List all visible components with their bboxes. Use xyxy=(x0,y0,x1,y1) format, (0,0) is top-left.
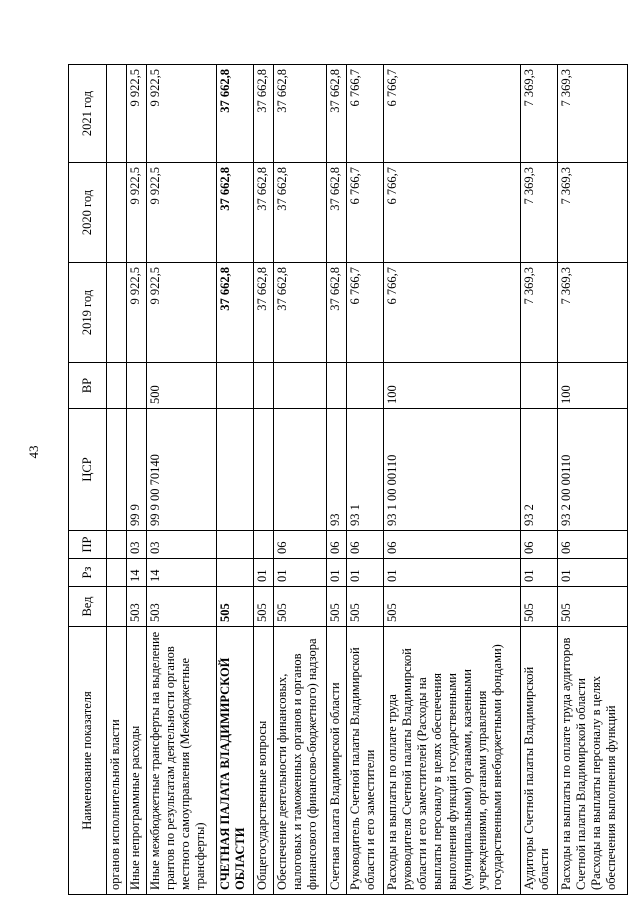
header-ved: Вед xyxy=(69,587,107,627)
cell-pr xyxy=(107,531,127,559)
header-2019: 2019 год xyxy=(69,263,107,363)
cell-y2020: 37 662,8 xyxy=(217,163,254,263)
header-vr: ВР xyxy=(69,363,107,409)
cell-vr xyxy=(127,363,147,409)
cell-y2019: 6 766,7 xyxy=(384,263,521,363)
header-pr: ПР xyxy=(69,531,107,559)
cell-y2020: 7 369,3 xyxy=(521,163,558,263)
cell-y2019: 7 369,3 xyxy=(521,263,558,363)
table-row xyxy=(127,65,147,895)
cell-vr xyxy=(521,363,558,409)
cell-ved: 505 xyxy=(347,587,384,627)
cell-y2021: 6 766,7 xyxy=(384,65,521,163)
cell-rz: 01 xyxy=(347,559,384,587)
cell-ved: 505 xyxy=(384,587,521,627)
cell-ved xyxy=(107,587,127,627)
cell-vr: 100 xyxy=(384,363,521,409)
cell-name: Руководитель Счетной палаты Владимирской области и его заместители xyxy=(347,627,384,895)
cell-y2021: 6 766,7 xyxy=(347,65,384,163)
cell-y2021: 37 662,8 xyxy=(273,65,326,163)
cell-rz: 01 xyxy=(327,559,347,587)
table-row xyxy=(107,65,127,895)
cell-y2020: 9 922,5 xyxy=(147,163,217,263)
cell-name: Расходы на выплаты по оплате труда руководителя Счетной палаты Владимирской области и его заместителей (Расходы на выплаты персоналу в целях обеспечения выполнения функций государственными (муниципальными) органами, казенными учреждениями, органами управления государственными внебюджетными фондами) xyxy=(384,627,521,895)
cell-y2021: 37 662,8 xyxy=(327,65,347,163)
cell-y2021: 7 369,3 xyxy=(557,65,627,163)
cell-rz: 01 xyxy=(521,559,558,587)
cell-rz: 14 xyxy=(147,559,217,587)
cell-pr: 06 xyxy=(347,531,384,559)
cell-csr: 93 2 00 00110 xyxy=(557,409,627,531)
cell-pr xyxy=(217,531,254,559)
cell-vr xyxy=(347,363,384,409)
table-row xyxy=(327,65,347,895)
cell-y2019: 37 662,8 xyxy=(217,263,254,363)
cell-name: органов исполнительной власти xyxy=(107,627,127,895)
cell-ved: 505 xyxy=(327,587,347,627)
cell-pr: 06 xyxy=(557,531,627,559)
cell-pr: 06 xyxy=(384,531,521,559)
cell-ved: 503 xyxy=(127,587,147,627)
table-header-row xyxy=(69,65,107,895)
table-row xyxy=(521,65,558,895)
cell-rz: 14 xyxy=(127,559,147,587)
cell-ved: 505 xyxy=(217,587,254,627)
cell-ved: 505 xyxy=(521,587,558,627)
table-body xyxy=(107,65,628,895)
cell-y2021: 9 922,5 xyxy=(127,65,147,163)
cell-y2020: 6 766,7 xyxy=(347,163,384,263)
page-number: 43 xyxy=(26,445,41,459)
cell-pr: 06 xyxy=(521,531,558,559)
cell-name: СЧЕТНАЯ ПАЛАТА ВЛАДИМИРСКОЙ ОБЛАСТИ xyxy=(217,627,254,895)
cell-csr xyxy=(217,409,254,531)
cell-vr xyxy=(217,363,254,409)
cell-csr xyxy=(273,409,326,531)
cell-y2020: 9 922,5 xyxy=(127,163,147,263)
cell-y2021: 9 922,5 xyxy=(147,65,217,163)
cell-y2020: 7 369,3 xyxy=(557,163,627,263)
cell-y2019: 37 662,8 xyxy=(327,263,347,363)
header-2020: 2020 год xyxy=(69,163,107,263)
cell-rz xyxy=(107,559,127,587)
cell-vr xyxy=(107,363,127,409)
cell-csr xyxy=(253,409,273,531)
cell-rz: 01 xyxy=(273,559,326,587)
cell-csr: 93 xyxy=(327,409,347,531)
header-2021: 2021 год xyxy=(69,65,107,163)
header-rz: Рз xyxy=(69,559,107,587)
table-row xyxy=(253,65,273,895)
cell-ved: 505 xyxy=(273,587,326,627)
cell-csr: 93 1 00 00110 xyxy=(384,409,521,531)
cell-name: Аудиторы Счетной палаты Владимирской области xyxy=(521,627,558,895)
budget-table-container xyxy=(68,65,628,895)
cell-y2020: 37 662,8 xyxy=(273,163,326,263)
cell-rz: 01 xyxy=(253,559,273,587)
cell-y2020: 37 662,8 xyxy=(327,163,347,263)
cell-vr xyxy=(253,363,273,409)
budget-table xyxy=(68,64,628,895)
table-row xyxy=(217,65,254,895)
cell-name: Счетная палата Владимирской области xyxy=(327,627,347,895)
cell-vr xyxy=(273,363,326,409)
cell-vr: 100 xyxy=(557,363,627,409)
cell-pr xyxy=(253,531,273,559)
cell-y2019: 37 662,8 xyxy=(273,263,326,363)
cell-y2020: 37 662,8 xyxy=(253,163,273,263)
cell-csr: 93 2 xyxy=(521,409,558,531)
cell-pr: 06 xyxy=(327,531,347,559)
cell-y2021: 37 662,8 xyxy=(217,65,254,163)
cell-pr: 06 xyxy=(273,531,326,559)
cell-y2021: 7 369,3 xyxy=(521,65,558,163)
cell-y2019: 9 922,5 xyxy=(127,263,147,363)
cell-y2021 xyxy=(107,65,127,163)
cell-y2019 xyxy=(107,263,127,363)
cell-y2020 xyxy=(107,163,127,263)
cell-csr xyxy=(107,409,127,531)
cell-rz: 01 xyxy=(384,559,521,587)
table-row xyxy=(273,65,326,895)
cell-y2021: 37 662,8 xyxy=(253,65,273,163)
cell-csr: 99 9 00 70140 xyxy=(147,409,217,531)
cell-ved: 505 xyxy=(557,587,627,627)
cell-y2019: 9 922,5 xyxy=(147,263,217,363)
cell-rz: 01 xyxy=(557,559,627,587)
cell-pr: 03 xyxy=(147,531,217,559)
table-row xyxy=(384,65,521,895)
cell-name: Обеспечение деятельности финансовых, налоговых и таможенных органов и органов финансового (финансово-бюджетного) надзора xyxy=(273,627,326,895)
cell-csr: 99 9 xyxy=(127,409,147,531)
cell-y2020: 6 766,7 xyxy=(384,163,521,263)
cell-y2019: 37 662,8 xyxy=(253,263,273,363)
cell-pr: 03 xyxy=(127,531,147,559)
cell-csr: 93 1 xyxy=(347,409,384,531)
cell-name: Расходы на выплаты по оплате труда аудиторов Счетной палаты Владимирской области (Расходы на выплаты персоналу в целях обеспечения выполнения функций xyxy=(557,627,627,895)
cell-y2019: 7 369,3 xyxy=(557,263,627,363)
cell-vr: 500 xyxy=(147,363,217,409)
table-row xyxy=(147,65,217,895)
cell-vr xyxy=(327,363,347,409)
table-row xyxy=(347,65,384,895)
cell-name: Общегосударственные вопросы xyxy=(253,627,273,895)
table-row xyxy=(557,65,627,895)
header-name: Наименование показателя xyxy=(69,627,107,895)
cell-y2019: 6 766,7 xyxy=(347,263,384,363)
header-csr: ЦСР xyxy=(69,409,107,531)
cell-name: Иные непрограммные расходы xyxy=(127,627,147,895)
cell-name: Иные межбюджетные трансферты на выделение грантов по результатам деятельности органов местного самоуправления (Межбюджетные трансферты) xyxy=(147,627,217,895)
cell-ved: 503 xyxy=(147,587,217,627)
cell-rz xyxy=(217,559,254,587)
cell-ved: 505 xyxy=(253,587,273,627)
